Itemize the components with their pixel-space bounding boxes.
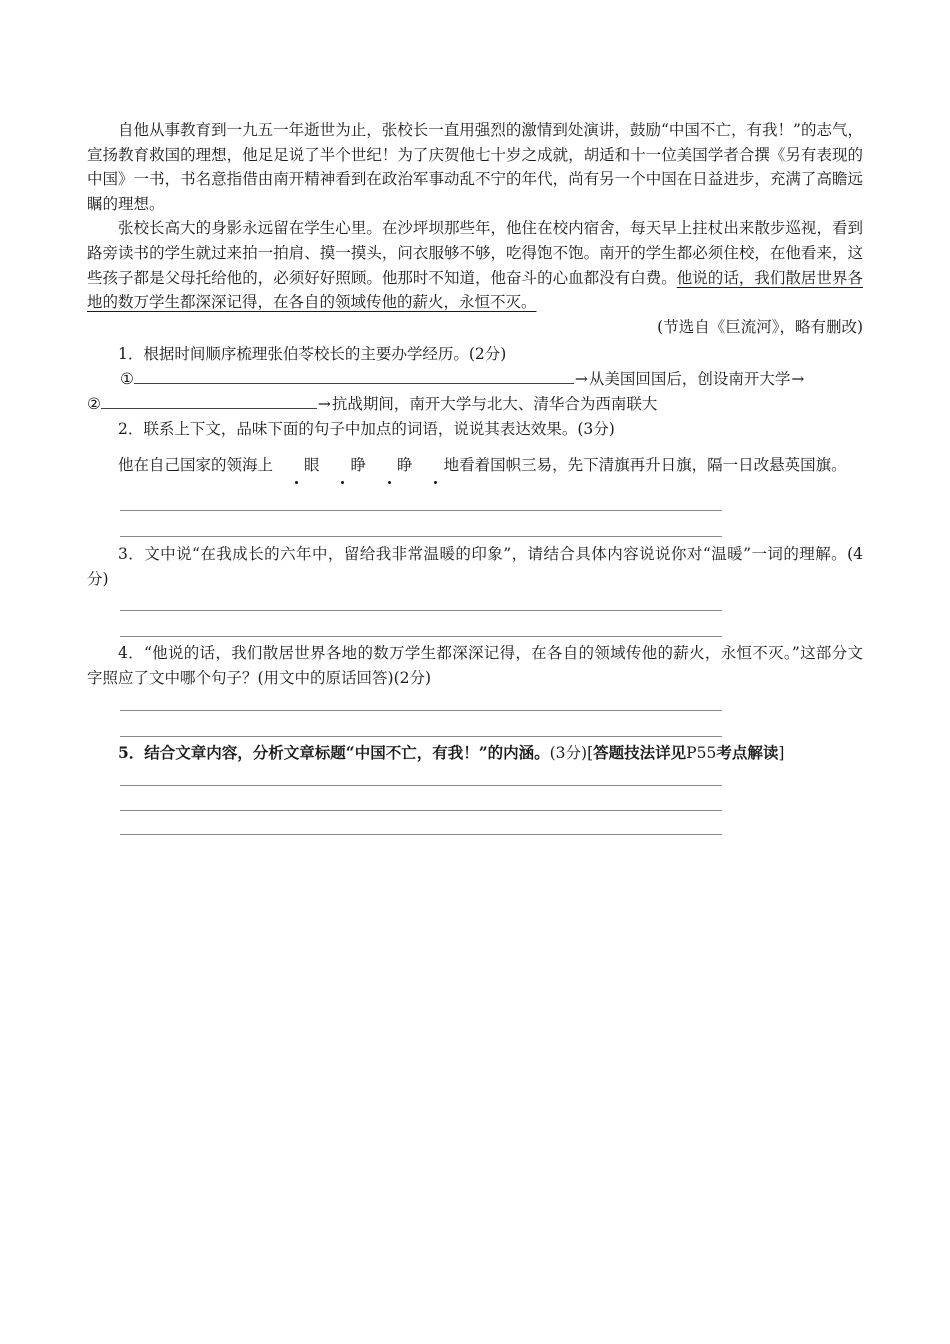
sentence-part-1: 他在自己国家的领海上 (118, 456, 274, 474)
passage-paragraph-2-text: 张校长高大的身影永远留在学生心里。在沙坪坝那些年，他住在校内宿舍，每天早上拄杖出来散步巡视，看到路旁读书的学生就过来拍一拍肩、摸一摸头，问衣服够不够，吃得饱不饱。南开的学生都必须住校，在他看来，这些孩子都是父母托给他的，必须好好照顾。他那时不知道，他奋斗的心血都没有白费。 (87, 219, 863, 287)
answer-line[interactable] (120, 710, 722, 711)
tip-page: P55 (686, 744, 717, 762)
question-1-stem: 1．根据时间顺序梳理张伯苓校长的主要办学经历。(2分) (118, 345, 507, 363)
tip-text-2: 考点解读 (716, 743, 779, 762)
answer-line[interactable] (120, 636, 722, 637)
answer-line[interactable] (120, 736, 722, 737)
question-2-stem: 2．联系上下文，品味下面的句子中加点的词语，说说其表达效果。(3分) (118, 420, 615, 438)
question-5-score: (3分) (549, 744, 588, 762)
sentence-part-2: 看着国帜三易，先下清旗再升日旗，隔一日改悬英国旗。 (459, 456, 847, 474)
answer-line[interactable] (120, 785, 722, 786)
question-5-text: 5．结合文章内容，分析文章标题“中国不亡，有我！”的内涵。 (118, 743, 550, 762)
arrow-icon: → (791, 370, 805, 388)
dotted-char: 地 (413, 453, 460, 478)
answer-line[interactable] (120, 834, 722, 835)
passage-paragraph-2 (87, 216, 863, 314)
question-3-stem: 3．文中说“在我成长的六年中，留给我非常温暖的印象”，请结合具体内容说说你对“温暖”一词的理解。(4分) (87, 545, 863, 588)
dotted-char: 睁 (366, 453, 413, 478)
passage-paragraph-1: 自他从事教育到一九五一年逝世为止，张校长一直用强烈的激情到处演讲，鼓励“中国不亡，有我！”的志气，宣扬教育救国的理想，他足足说了半个世纪！为了庆贺他七十岁之成就，胡适和十一位美国学者合撰《另有表现的中国》一书，书名意指借由南开精神看到在政治军事动乱不宁的年代，尚有另一个中国在日益进步，充满了高瞻远瞩的理想。 (87, 121, 863, 213)
answer-blank-1[interactable] (134, 367, 574, 384)
question-4-stem: 4．“他说的话，我们散居世界各地的数万学生都深深记得，在各自的领域传他的薪火，永恒不灭。”这部分文字照应了文中哪个句子？(用文中的原话回答)(2分) (87, 644, 863, 687)
question-1-row-1 (120, 367, 865, 392)
passage (87, 118, 863, 339)
tip-bracket-open: [ (587, 744, 594, 762)
question-1-row-2 (87, 392, 863, 417)
tip-bracket-close: ] (778, 744, 785, 762)
mark-1: ① (120, 370, 134, 388)
answer-line[interactable] (120, 510, 722, 511)
answer-blank-2[interactable] (101, 392, 317, 409)
step-2-text: 从美国回国后，创设南开大学 (588, 370, 791, 388)
dotted-char: 眼 (273, 453, 320, 478)
step-4-text: 抗战期间，南开大学与北大、清华合为西南联大 (331, 395, 658, 413)
tip-text: 答题技法详见 (593, 743, 687, 762)
source-note: (节选自《巨流河》，略有删改) (657, 317, 863, 336)
dotted-char: 睁 (320, 453, 367, 478)
answer-line[interactable] (120, 810, 722, 811)
arrow-icon: → (574, 370, 588, 388)
mark-2: ② (87, 395, 101, 413)
arrow-icon: → (317, 395, 331, 413)
question-5-stem (87, 741, 863, 766)
question-2-sentence (87, 453, 863, 478)
answer-line[interactable] (120, 610, 722, 611)
answer-line[interactable] (120, 536, 722, 537)
underlined-sentence: 他说的话，我们散居世界各地的数万学生都深深记得，在各自的领域传他的薪火，永恒不灭。 (87, 268, 863, 312)
